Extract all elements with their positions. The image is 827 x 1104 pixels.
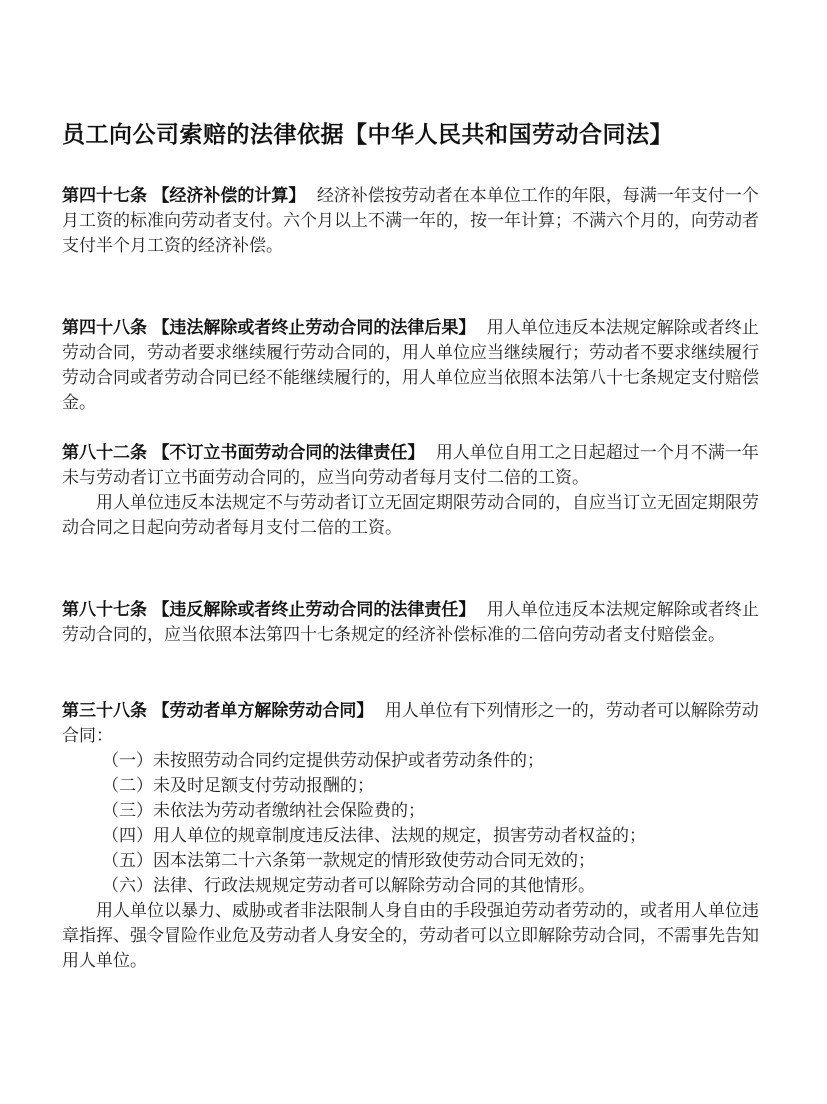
article-47-paragraph bbox=[62, 184, 772, 259]
list-item: （二）未及时足额支付劳动报酬的； bbox=[102, 776, 374, 796]
article-38-paragraph bbox=[62, 699, 772, 749]
article-body: 用人单位违反本法规定解除或者终止劳动合同的，应当依照本法第四十七条规定的经济补偿标准的二倍向劳动者支付赔偿金。 bbox=[62, 600, 759, 645]
article-body: 用人单位自用工之日起超过一个月不满一年未与劳动者订立书面劳动合同的，应当向劳动者每月支付二倍的工资。 bbox=[62, 443, 759, 488]
article-body: 经济补偿按劳动者在本单位工作的年限，每满一年支付一个月工资的标准向劳动者支付。六个月以上不满一年的，按一年计算；不满六个月的，向劳动者支付半个月工资的经济补偿。 bbox=[62, 186, 759, 256]
article-heading: 【违法解除或者终止劳动合同的法律后果】 bbox=[152, 318, 476, 338]
article-heading: 【劳动者单方解除劳动合同】 bbox=[152, 701, 374, 721]
article-number: 第八十七条 bbox=[62, 600, 147, 620]
article-heading: 【不订立书面劳动合同的法律责任】 bbox=[152, 443, 425, 463]
list-item: （四）用人单位的规章制度违反法律、法规的规定，损害劳动者权益的； bbox=[102, 826, 646, 846]
article-body: 用人单位违反本法规定解除或者终止劳动合同，劳动者要求继续履行劳动合同的，用人单位应当继续履行；劳动者不要求继续履行劳动合同或者劳动合同已经不能继续履行的，用人单位应当依照本法第八十七条规定支付赔偿金。 bbox=[62, 318, 759, 413]
article-number: 第八十二条 bbox=[62, 443, 147, 463]
list-item: （六）法律、行政法规规定劳动者可以解除劳动合同的其他情形。 bbox=[102, 876, 595, 896]
article-48 bbox=[62, 316, 772, 416]
list-item: （五）因本法第二十六条第一款规定的情形致使劳动合同无效的； bbox=[102, 851, 595, 871]
article-87 bbox=[62, 598, 772, 648]
article-82 bbox=[62, 441, 772, 541]
document-title: 员工向公司索赔的法律依据【中华人民共和国劳动合同法】 bbox=[62, 122, 673, 148]
article-82-paragraph-2: 用人单位违反本法规定不与劳动者订立无固定期限劳动合同的，自应当订立无固定期限劳动合同之日起向劳动者每月支付二倍的工资。 bbox=[62, 493, 759, 538]
article-38 bbox=[62, 699, 772, 974]
article-heading: 【经济补偿的计算】 bbox=[152, 186, 306, 206]
list-item: （三）未依法为劳动者缴纳社会保险费的； bbox=[102, 801, 425, 821]
article-82-paragraph bbox=[62, 441, 772, 491]
article-number: 第四十八条 bbox=[62, 318, 147, 338]
article-87-paragraph bbox=[62, 598, 772, 648]
article-48-paragraph bbox=[62, 316, 772, 416]
article-number: 第四十七条 bbox=[62, 186, 147, 206]
article-body: 用人单位有下列情形之一的，劳动者可以解除劳动合同： bbox=[62, 701, 759, 746]
article-number: 第三十八条 bbox=[62, 701, 147, 721]
list-item: （一）未按照劳动合同约定提供劳动保护或者劳动条件的； bbox=[102, 751, 544, 771]
article-47 bbox=[62, 184, 772, 259]
article-38-paragraph-2: 用人单位以暴力、威胁或者非法限制人身自由的手段强迫劳动者劳动的，或者用人单位违章指挥、强令冒险作业危及劳动者人身安全的，劳动者可以立即解除劳动合同，不需事先告知用人单位。 bbox=[62, 901, 759, 971]
article-heading: 【违反解除或者终止劳动合同的法律责任】 bbox=[152, 600, 476, 620]
